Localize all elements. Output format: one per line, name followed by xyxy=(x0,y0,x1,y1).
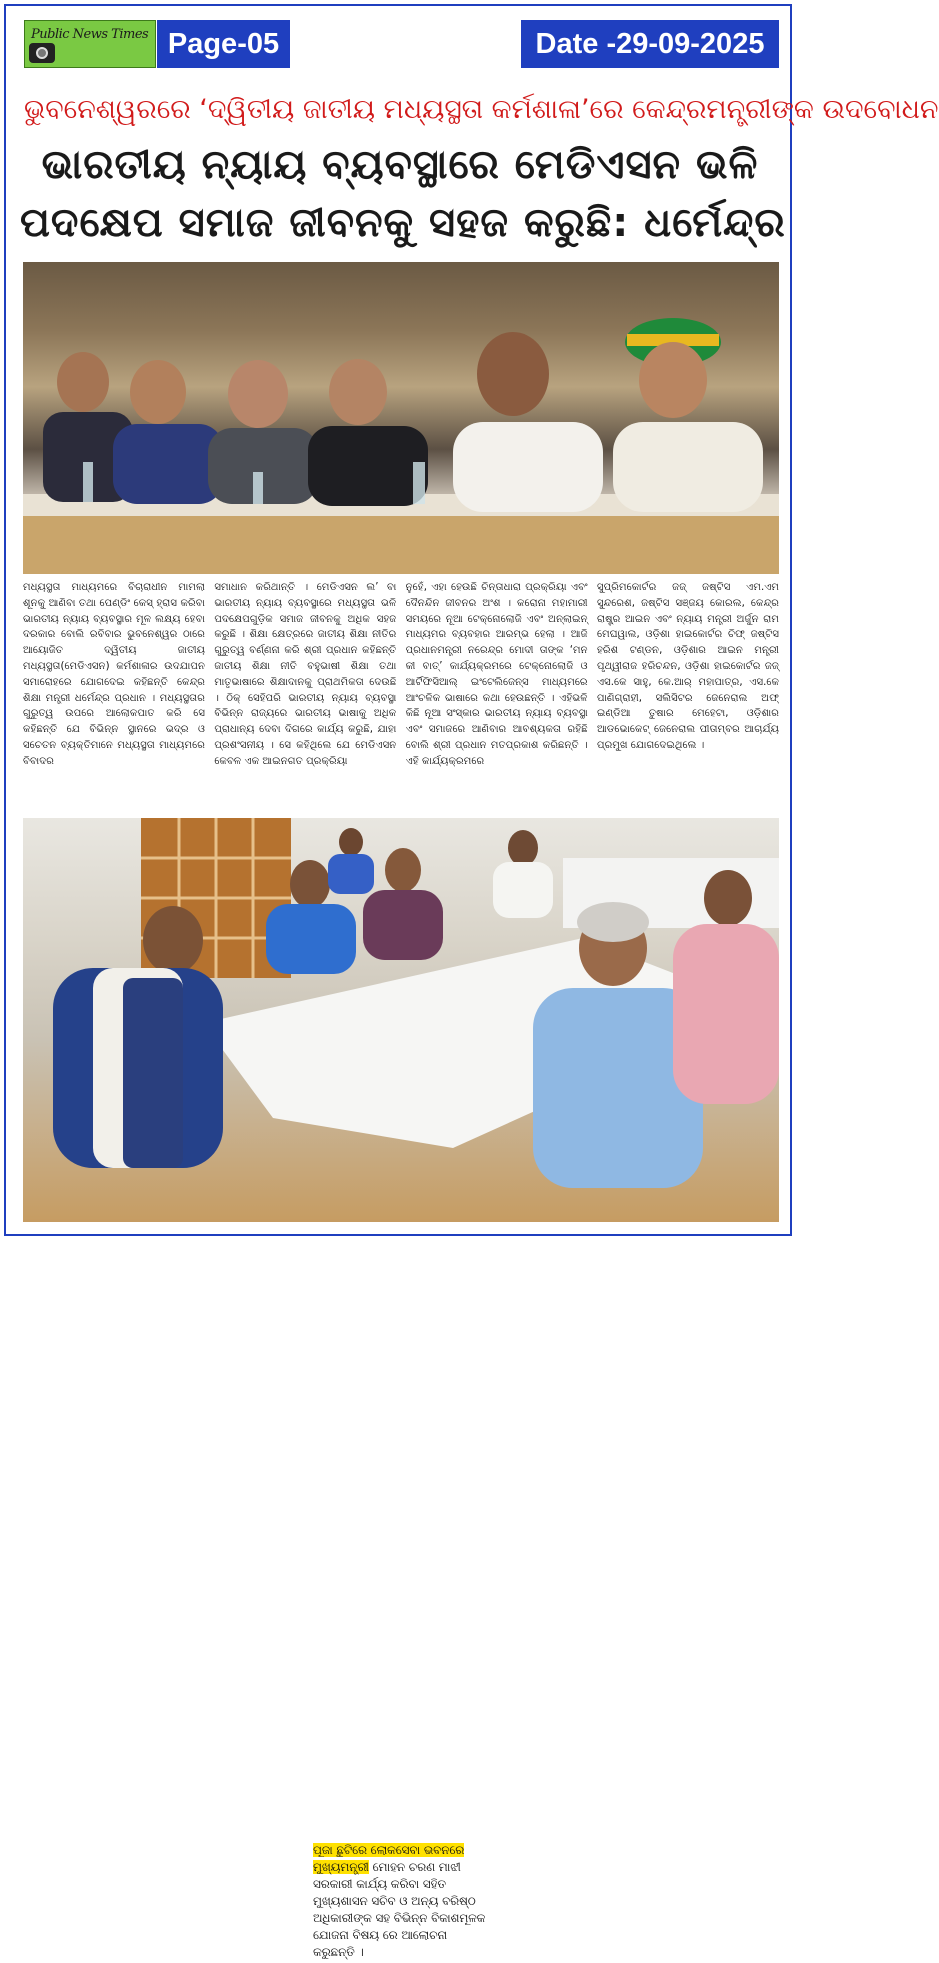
meeting-photo-illustration xyxy=(23,818,779,1222)
logo-text: Public News Times xyxy=(31,27,149,42)
article-kicker: ଭୁବନେଶ୍ୱରରେ ‘ଦ୍ୱିତୀୟ ଜାତୀୟ ମଧ୍ୟସ୍ଥତା କର୍ମଶାଳା’ରେ କେନ୍ଦ୍ରମନ୍ତ୍ରୀଙ୍କ ଉଦବୋଧନ xyxy=(24,94,939,125)
page-number-badge: Page-05 xyxy=(157,20,290,68)
caption-text: ମୋହନ ଚରଣ ମାଝୀ ସରକାରୀ କାର୍ଯ୍ୟ କରିବା ସହିତ ମୁଖ୍ୟଶାସନ ସଚିବ ଓ ଅନ୍ୟ ବରିଷ୍ଠ ଅଧିକାରୀଙ୍କ ସହ ବିଭିନ୍ନ ବିକାଶମୂଳକ ଯୋଜନା ବିଷୟ ରେ ଆଲୋଚନା କରୁଛନ୍ତି । xyxy=(313,1860,486,1959)
caption-highlight: ପୂଜା ଛୁଟିରେ ଲୋକସେବା ଭବନରେ ମୁଖ୍ୟମନ୍ତ୍ରୀ xyxy=(313,1843,465,1874)
article-column-1: ମଧ୍ୟସ୍ଥତା ମାଧ୍ୟମରେ ବିଚାରାଧୀନ ମାମଲା ଶୂନକୁ ଆଣିବା ତଥା ପେଣ୍ଡିଂ କେସ୍ ହ୍ରାସ କରିବା ଭାରତୀୟ ନ୍ୟାୟ ବ୍ୟବସ୍ଥାର ମୂଳ ଲକ୍ଷ୍ୟ ହେବା ଦରକାର ବୋଲି ରବିବାର ଭୁବନେଶ୍ୱର ଠାରେ ଆୟୋଜିତ ଦ୍ୱିତୀୟ ଜାତୀୟ ମଧ୍ୟସ୍ଥତା(ମେଡିଏସନ) କର୍ମଶାଳାର ଉଦଯାପନ ସମାରୋହରେ ଯୋଗଦେଇ କହିଛନ୍ତି କେନ୍ଦ୍ର ଶିକ୍ଷା ମନ୍ତ୍ରୀ ଧର୍ମେନ୍ଦ୍ର ପ୍ରଧାନ । ମଧ୍ୟସ୍ଥତାର ଗୁରୁତ୍ୱ ଉପରେ ଆଲୋକପାତ କରି ସେ କହିଛନ୍ତି ଯେ ବିଭିନ୍ନ ସ୍ଥାନରେ ଭଦ୍ର ଓ ସଚେତନ ବ୍ୟକ୍ତିମାନେ ମଧ୍ୟସ୍ଥତା ମାଧ୍ୟମରେ ବିବାଦର xyxy=(23,582,205,767)
camera-icon xyxy=(29,43,55,63)
date-badge: Date -29-09-2025 xyxy=(521,20,779,68)
article-column-4: ସୁପ୍ରିମକୋର୍ଟର ଜଜ୍ ଜଷ୍ଟିସ ଏମ.ଏମ ସୁନ୍ଦରେଶ, ଜଷ୍ଟିସ ସଞ୍ଜୟ କୋରଲ, କେନ୍ଦ୍ର ରାଷ୍ଟ୍ର ଆଇନ ଏବଂ ନ୍ୟାୟ ମନ୍ତ୍ରୀ ଅର୍ଜୁନ ରାମ ମେଘୱାଲ, ଓଡ଼ିଶା ହାଇକୋର୍ଟର ଚିଫ୍ ଜଷ୍ଟିସ ହରିଶ ଟଣ୍ଡନ, ଓଡ଼ିଶାର ଆଇନ ମନ୍ତ୍ରୀ ପୃଥ୍ୱୀରାଜ ହରିଚନ୍ଦନ, ଓଡ଼ିଶା ହାଇକୋର୍ଟର ଜଜ୍ ଏସ.କେ ସାହୁ, କେ.ଆର୍ ମହାପାତ୍ର, ଏସ.କେ ପାଣିଗ୍ରାହୀ, ସଲିସିଟର ଜେନେରାଲ ଅଫ୍ ଇଣ୍ଡିଆ ତୁଷାର ମେହେଟା, ଓଡ଼ିଶାର ଆଡଭୋକେଟ୍ ଜେନେରାଲ ପୀତାମ୍ବର ଆଚାର୍ଯ୍ୟ ପ୍ରମୁଖ ଯୋଗଦେଇଥିଲେ । xyxy=(596,582,779,751)
meeting-photo xyxy=(23,818,779,1959)
lead-photo-illustration xyxy=(23,262,779,574)
lead-photo xyxy=(23,262,779,574)
newspaper-logo xyxy=(24,20,156,68)
article-body xyxy=(23,580,779,800)
article-column-2: ସମାଧାନ କରିଥାନ୍ତି । ମେଡିଏସନ ଲ’ ବା ଭାରତୀୟ ନ୍ୟାୟ ବ୍ୟବସ୍ଥାରେ ମଧ୍ୟସ୍ଥତା ଭଳି ପଦକ୍ଷେପଗୁଡ଼ିକ ସମାଜ ଜୀବନକୁ ଅଧିକ ସହଜ କରୁଛି । ଶିକ୍ଷା କ୍ଷେତ୍ରରେ ଜାତୀୟ ଶିକ୍ଷା ନୀତିର ଗୁରୁତ୍ୱ ବର୍ଣ୍ଣନା କରି ଶ୍ରୀ ପ୍ରଧାନ କହିଛନ୍ତି ଜାତୀୟ ଶିକ୍ଷା ନୀତି ବହୁଭାଷୀ ଶିକ୍ଷା ତଥା ମାତୃଭାଷାରେ ଶିକ୍ଷାଦାନକୁ ପ୍ରାଥମିକତା ଦେଉଛି । ଠିକ୍ ସେହିପରି ଭାରତୀୟ ନ୍ୟାୟ ବ୍ୟବସ୍ଥା ବିଭିନ୍ନ ରାଜ୍ୟରେ ଭାରତୀୟ ଭାଷାକୁ ଅଧିକ ପ୍ରାଧାନ୍ୟ ଦେବା ଦିଗରେ କାର୍ଯ୍ୟ କରୁଛି, ଯାହା ପ୍ରଶଂସନୀୟ । ସେ କହିଥିଲେ ଯେ ମେଡିଏସନ କେବଳ ଏକ ଆଇନଗତ ପ୍ରକ୍ରିୟା xyxy=(214,582,397,767)
headline-line-2: ପଦକ୍ଷେପ ସମାଜ ଜୀବନକୁ ସହଜ କରୁଛି: ଧର୍ମେନ୍ଦ୍ର xyxy=(20,200,786,246)
headline-line-1: ଭାରତୀୟ ନ୍ୟାୟ ବ୍ୟବସ୍ଥାରେ ମେଡିଏସନ ଭଳି xyxy=(41,142,759,188)
article-column-3: ନୁହେଁ, ଏହା ହେଉଛି ଚିନ୍ତାଧାରା ପ୍ରକ୍ରିୟା ଏବଂ ଦୈନନ୍ଦିନ ଜୀବନର ଅଂଶ । କରୋନା ମହାମାରୀ ସମୟରେ ନୂଆ ଟେକ୍ନୋଲୋଜି ଏବଂ ଅନ୍‌ଲାଇନ୍ ମାଧ୍ୟମର ବ୍ୟବହାର ଆରମ୍ଭ ହେଲା । ଆଜି ପ୍ରଧାନମନ୍ତ୍ରୀ ନରେନ୍ଦ୍ର ମୋଦୀ ତାଙ୍କ ‘ମନ କୀ ବାତ୍’ କାର୍ଯ୍ୟକ୍ରମରେ ଟେକ୍ନୋଲୋଜି ଓ ଆର୍ଟିଫିସିଆଲ୍ ଇଂଟେଲିଜେନ୍ସ ମାଧ୍ୟମରେ ଆଂଚଳିକ ଭାଷାରେ କଥା ହେଉଛନ୍ତି । ଏହିଭଳି କିଛି ନୂଆ ସଂସ୍କାର ଭାରତୀୟ ନ୍ୟାୟ ବ୍ୟବସ୍ଥା ଏବଂ ସମାଜରେ ଆଣିବାର ଆବଶ୍ୟକତା ରହିଛି ବୋଲି ଶ୍ରୀ ପ୍ରଧାନ ମତପ୍ରକାଶ କରିଛନ୍ତି । ଏହି କାର୍ଯ୍ୟକ୍ରମରେ xyxy=(405,582,588,767)
photo-caption xyxy=(309,1840,493,1963)
